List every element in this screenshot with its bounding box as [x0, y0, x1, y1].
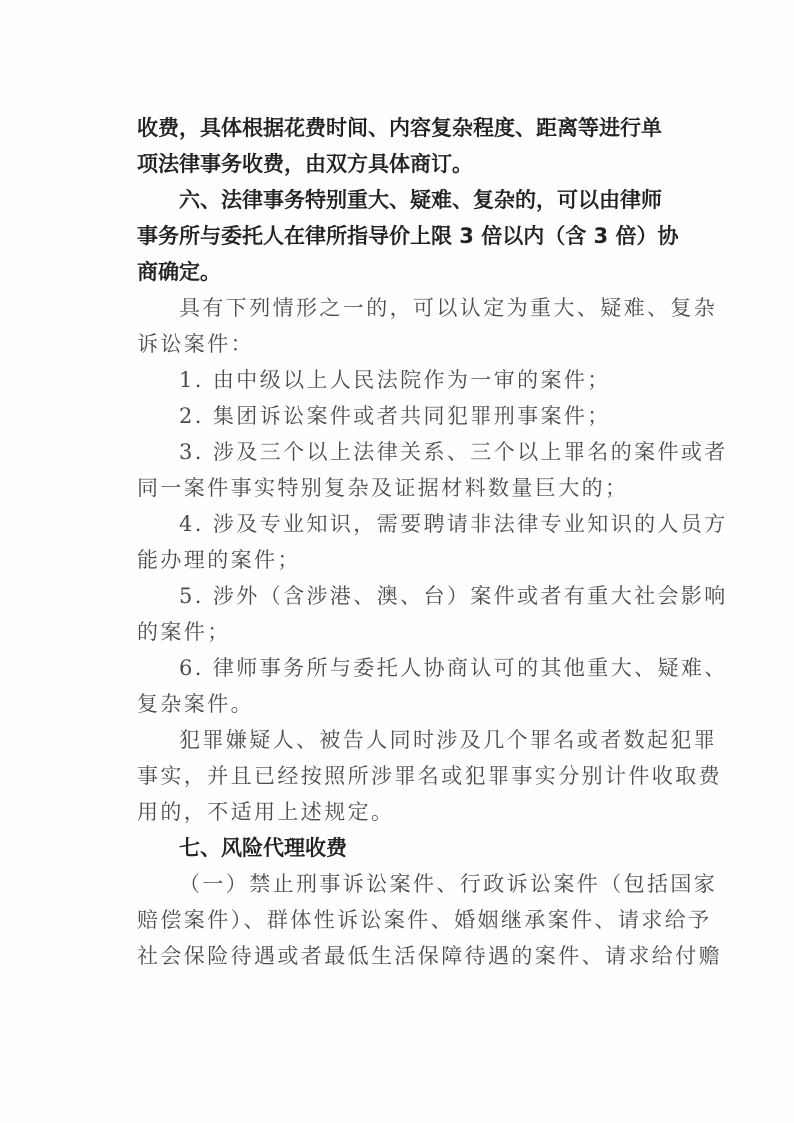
- list-item: 2. 集团诉讼案件或者共同犯罪刑事案件；: [179, 404, 611, 428]
- text-line: （一）禁止刑事诉讼案件、行政诉讼案件（包括国家: [179, 872, 718, 896]
- text-line: 诉讼案件：: [137, 332, 254, 356]
- text-line: 社会保险待遇或者最低生活保障待遇的案件、请求给付赡: [137, 944, 722, 968]
- text-line: 事实，并且已经按照所涉罪名或犯罪事实分别计件收取费: [137, 764, 722, 788]
- text-line: 收费，具体根据花费时间、内容复杂程度、距离等进行单: [137, 116, 662, 140]
- text-line: 项法律事务收费，由双方具体商订。: [137, 152, 473, 176]
- list-item: 6. 律师事务所与委托人协商认可的其他重大、疑难、: [179, 656, 728, 680]
- text-line: 用的，不适用上述规定。: [137, 800, 395, 824]
- list-item: 5. 涉外（含涉港、澳、台）案件或者有重大社会影响: [179, 584, 728, 608]
- text-line: 具有下列情形之一的，可以认定为重大、疑难、复杂: [179, 296, 718, 320]
- text-line: 犯罪嫌疑人、被告人同时涉及几个罪名或者数起犯罪: [179, 728, 718, 752]
- text-line: 的案件；: [137, 620, 231, 644]
- text-line: 商确定。: [137, 260, 221, 284]
- section-heading: 七、风险代理收费: [179, 836, 347, 860]
- text-line: 能办理的案件；: [137, 548, 301, 572]
- text-line: 事务所与委托人在律所指导价上限 3 倍以内（含 3 倍）协: [137, 224, 679, 248]
- list-item: 4. 涉及专业知识，需要聘请非法律专业知识的人员方: [179, 512, 728, 536]
- list-item: 1. 由中级以上人民法院作为一审的案件；: [179, 368, 611, 392]
- list-item: 3. 涉及三个以上法律关系、三个以上罪名的案件或者: [179, 440, 728, 464]
- section-six-line: 六、法律事务特别重大、疑难、复杂的，可以由律师: [179, 188, 662, 212]
- text-line: 复杂案件。: [137, 692, 254, 716]
- text-line: 同一案件事实特别复杂及证据材料数量巨大的；: [137, 476, 629, 500]
- text-line: 赔偿案件）、群体性诉讼案件、婚姻继承案件、请求给予: [137, 908, 712, 932]
